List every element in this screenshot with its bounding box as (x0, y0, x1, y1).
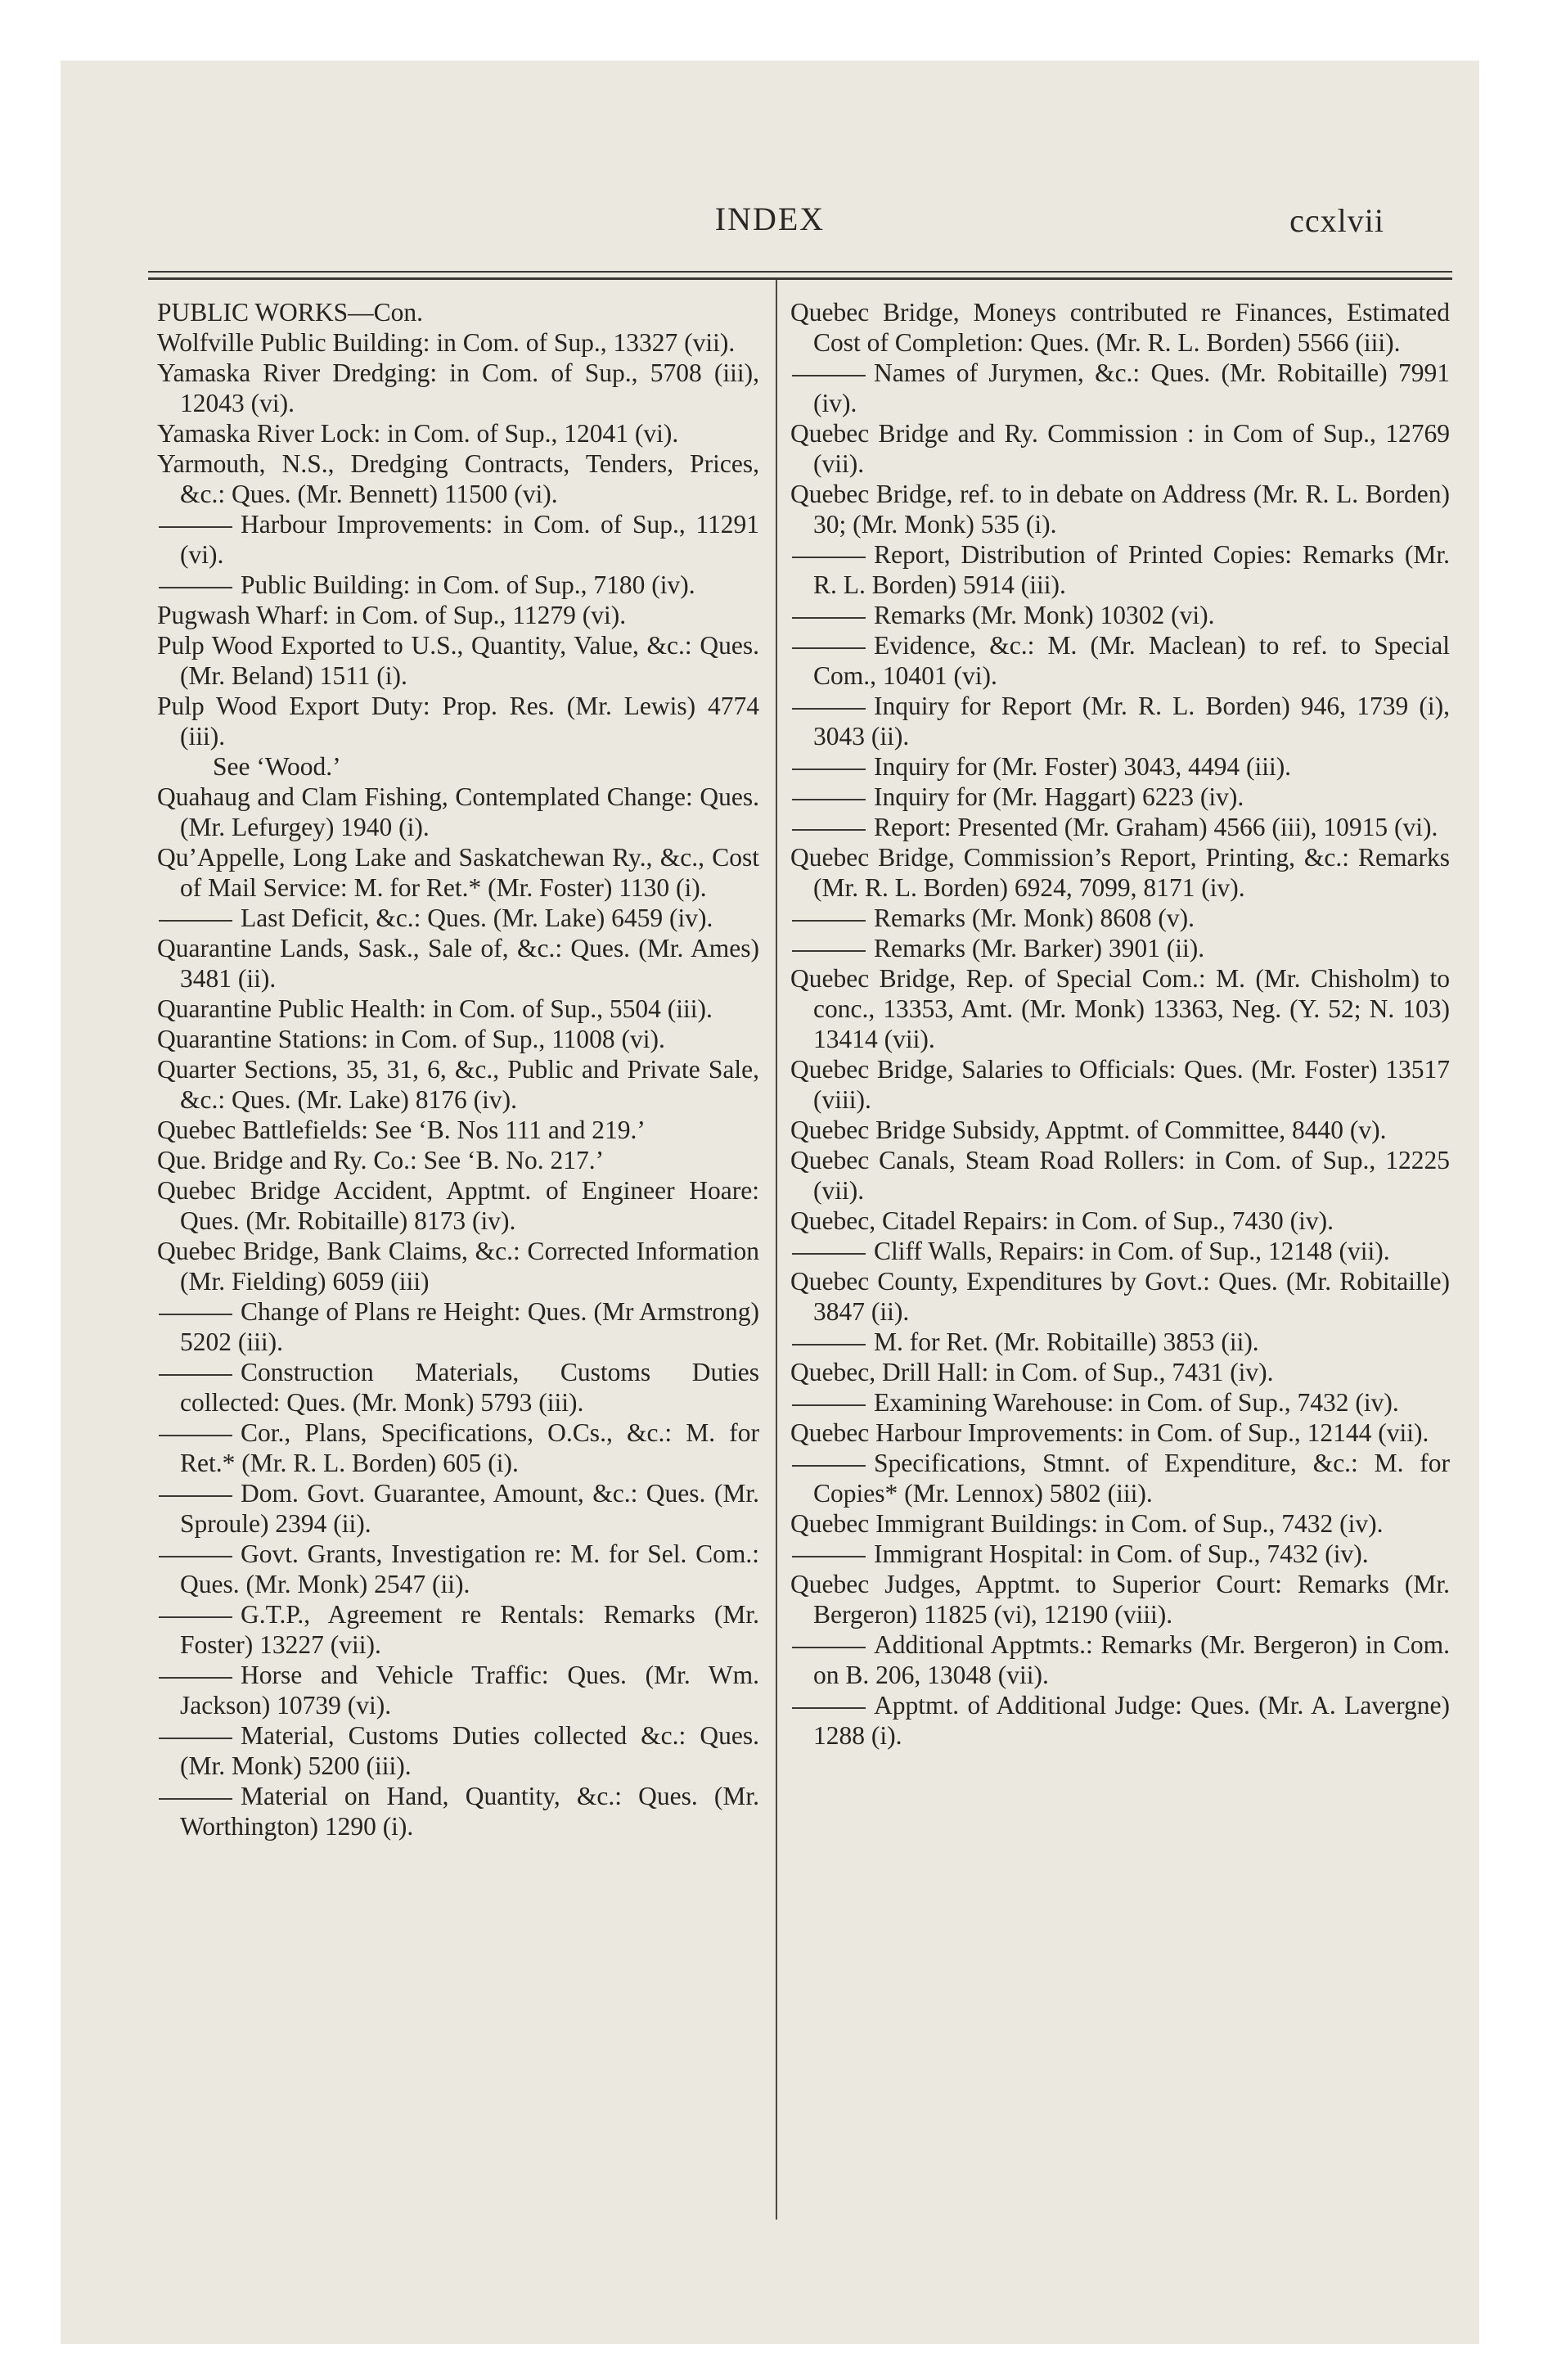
index-entry (157, 630, 759, 691)
ditto-dash (792, 1556, 866, 1557)
index-entry (157, 1236, 759, 1296)
index-entry (157, 691, 759, 751)
entry-text: PUBLIC WORKS—Con. (157, 298, 423, 327)
header-rule-thin (148, 271, 1452, 273)
entry-text: Pulp Wood Export Duty: Prop. Res. (Mr. Lewis) 4774 (iii). (157, 692, 759, 751)
entry-text: Specifications, Stmnt. of Expenditure, &c.: M. for Copies* (Mr. Lennox) 5802 (iii). (813, 1449, 1450, 1508)
entry-text: Quebec Immigrant Buildings: in Com. of Sup., 7432 (iv). (790, 1509, 1384, 1538)
entry-text: Quebec Bridge and Ry. Commission : in Com of Sup., 12769 (vii). (790, 419, 1450, 478)
ditto-dash (792, 617, 866, 619)
index-entry (157, 1115, 759, 1145)
entry-text: Quarantine Public Health: in Com. of Sup., 5504 (iii). (157, 994, 713, 1023)
index-subentry (790, 1448, 1450, 1508)
entry-text: Quebec, Drill Hall: in Com. of Sup., 7431 (iv). (790, 1358, 1274, 1386)
ditto-dash (792, 1344, 866, 1346)
entry-text: Yamaska River Lock: in Com. of Sup., 12041 (vi). (157, 419, 679, 448)
index-entry (157, 933, 759, 994)
entry-text: Cliff Walls, Repairs: in Com. of Sup., 12148 (vii). (874, 1237, 1390, 1265)
index-entry (790, 297, 1450, 358)
index-subentry (157, 509, 759, 570)
index-subentry (790, 358, 1450, 418)
index-entry (157, 449, 759, 509)
ditto-dash (159, 587, 232, 588)
entry-text: Quebec Bridge, Bank Claims, &c.: Corrected Information (Mr. Fielding) 6059 (iii) (157, 1237, 759, 1296)
entry-text: Yamaska River Dredging: in Com. of Sup., 5708 (iii), 12043 (vi). (157, 358, 759, 417)
entry-text: Qu’Appelle, Long Lake and Saskatchewan Ry., &c., Cost of Mail Service: M. for Ret.* (Mr. Foster) 1130 (i). (157, 843, 759, 902)
ditto-dash (159, 1435, 232, 1436)
entry-text: Evidence, &c.: M. (Mr. Maclean) to ref. to Special Com., 10401 (vi). (813, 631, 1450, 690)
left-column (157, 297, 759, 1841)
index-subentry (157, 1357, 759, 1418)
entry-text: Quebec Battlefields: See ‘B. Nos 111 and 219.’ (157, 1116, 646, 1144)
index-subentry (790, 751, 1450, 782)
entry-text: See ‘Wood.’ (213, 752, 341, 781)
right-column (790, 297, 1450, 1751)
entry-text: Construction Materials, Customs Duties collected: Ques. (Mr. Monk) 5793 (iii). (180, 1358, 759, 1417)
index-entry (157, 1175, 759, 1236)
entry-text: Horse and Vehicle Traffic: Ques. (Mr. Wm. Jackson) 10739 (vi). (180, 1661, 759, 1720)
entry-text: Quebec Harbour Improvements: in Com. of Sup., 12144 (vii). (790, 1418, 1429, 1447)
entry-text: Dom. Govt. Guarantee, Amount, &c.: Ques. (Mr. Sproule) 2394 (ii). (180, 1479, 759, 1538)
index-entry (790, 1145, 1450, 1206)
index-entry (157, 782, 759, 842)
ditto-dash (792, 829, 866, 831)
entry-text: Quebec Bridge Subsidy, Apptmt. of Committee, 8440 (v). (790, 1116, 1387, 1144)
entry-text: Additional Apptmts.: Remarks (Mr. Bergeron) in Com. on B. 206, 13048 (vii). (813, 1630, 1450, 1689)
ditto-dash (792, 375, 866, 376)
index-subentry (790, 933, 1450, 963)
index-subentry (157, 1660, 759, 1720)
index-entry (157, 358, 759, 418)
entry-text: Pugwash Wharf: in Com. of Sup., 11279 (vi). (157, 601, 627, 629)
entry-text: Remarks (Mr. Monk) 10302 (vi). (874, 601, 1215, 629)
index-entry (157, 418, 759, 449)
entry-text: Quarter Sections, 35, 31, 6, &c., Public and Private Sale, &c.: Ques. (Mr. Lake) 8176 (iv). (157, 1055, 759, 1114)
index-entry (790, 1357, 1450, 1387)
entry-text: Quebec Bridge, Commission’s Report, Printing, &c.: Remarks (Mr. R. L. Borden) 6924, 7099, 8171 (iv). (790, 843, 1450, 902)
ditto-dash (792, 769, 866, 770)
index-entry (790, 1508, 1450, 1539)
index-subentry (157, 1599, 759, 1660)
entry-text: Report: Presented (Mr. Graham) 4566 (iii), 10915 (vi). (874, 813, 1438, 841)
entry-text: G.T.P., Agreement re Rentals: Remarks (Mr. Foster) 13227 (vii). (180, 1600, 759, 1659)
ditto-dash (792, 1647, 866, 1648)
entry-text: Inquiry for (Mr. Haggart) 6223 (iv). (874, 782, 1244, 811)
index-subentry (157, 1418, 759, 1478)
index-subentry (790, 812, 1450, 842)
index-entry (790, 1206, 1450, 1236)
entry-text: Quarantine Stations: in Com. of Sup., 11008 (vi). (157, 1025, 665, 1053)
index-entry (790, 1054, 1450, 1115)
index-entry (157, 842, 759, 903)
entry-text: Material, Customs Duties collected &c.: Ques. (Mr. Monk) 5200 (iii). (180, 1721, 759, 1780)
entry-text: Last Deficit, &c.: Ques. (Mr. Lake) 6459 (iv). (241, 904, 713, 932)
index-entry (790, 1418, 1450, 1448)
index-entry (790, 1115, 1450, 1145)
ditto-dash (792, 647, 866, 649)
index-entry (790, 418, 1450, 479)
index-entry (790, 1266, 1450, 1327)
index-subentry (157, 1478, 759, 1539)
entry-text: Apptmt. of Additional Judge: Ques. (Mr. A. Lavergne) 1288 (i). (813, 1691, 1450, 1750)
index-subentry (790, 1236, 1450, 1266)
index-entry (157, 1024, 759, 1054)
ditto-dash (159, 1616, 232, 1618)
index-subentry (790, 903, 1450, 933)
entry-text: Quebec Bridge, Salaries to Officials: Ques. (Mr. Foster) 13517 (viii). (790, 1055, 1450, 1114)
ditto-dash (159, 1798, 232, 1800)
entry-text: Govt. Grants, Investigation re: M. for Sel. Com.: Ques. (Mr. Monk) 2547 (ii). (180, 1539, 759, 1598)
ditto-dash (159, 1677, 232, 1679)
index-entry (790, 479, 1450, 539)
entry-text: Examining Warehouse: in Com. of Sup., 7432 (iv). (874, 1388, 1399, 1417)
ditto-dash (159, 1374, 232, 1376)
entry-text: Cor., Plans, Specifications, O.Cs., &c.: M. for Ret.* (Mr. R. L. Borden) 605 (i). (180, 1418, 759, 1477)
entry-text: Quebec Judges, Apptmt. to Superior Court: Remarks (Mr. Bergeron) 11825 (vi), 12190 (viii). (790, 1570, 1450, 1629)
see-reference (157, 751, 759, 782)
entry-text: Report, Distribution of Printed Copies: Remarks (Mr. R. L. Borden) 5914 (iii). (813, 540, 1450, 599)
page-folio: ccxlvii (1289, 202, 1384, 239)
ditto-dash (792, 1404, 866, 1406)
entry-text: Remarks (Mr. Barker) 3901 (ii). (874, 934, 1205, 962)
entry-text: Quebec County, Expenditures by Govt.: Ques. (Mr. Robitaille) 3847 (ii). (790, 1267, 1450, 1326)
column-divider (776, 280, 777, 2220)
entry-text: Wolfville Public Building: in Com. of Sup., 13327 (vii). (157, 328, 736, 357)
entry-text: Inquiry for Report (Mr. R. L. Borden) 946, 1739 (i), 3043 (ii). (813, 692, 1450, 751)
entry-text: Public Building: in Com. of Sup., 7180 (iv). (241, 570, 695, 599)
index-subentry (790, 1629, 1450, 1690)
index-subentry (157, 1781, 759, 1841)
ditto-dash (792, 920, 866, 922)
index-entry (790, 1569, 1450, 1629)
page-title: INDEX (714, 201, 826, 237)
entry-text: Que. Bridge and Ry. Co.: See ‘B. No. 217.’ (157, 1146, 605, 1174)
entry-text: M. for Ret. (Mr. Robitaille) 3853 (ii). (874, 1327, 1259, 1356)
index-subentry (157, 1539, 759, 1599)
index-subentry (790, 782, 1450, 812)
entry-text: Quebec, Citadel Repairs: in Com. of Sup., 7430 (iv). (790, 1206, 1334, 1235)
ditto-dash (159, 1495, 232, 1497)
header-rule-thick (148, 277, 1452, 280)
index-subentry (790, 1539, 1450, 1569)
ditto-dash (159, 1556, 232, 1557)
entry-text: Quebec Bridge, ref. to in debate on Address (Mr. R. L. Borden) 30; (Mr. Monk) 535 (i). (790, 480, 1450, 539)
ditto-dash (159, 1314, 232, 1315)
index-entry (157, 1145, 759, 1175)
ditto-dash (792, 1707, 866, 1709)
index-page (61, 61, 1479, 2344)
section-heading (157, 297, 759, 327)
index-subentry (157, 1720, 759, 1781)
entry-text: Quebec Bridge Accident, Apptmt. of Engineer Hoare: Ques. (Mr. Robitaille) 8173 (iv). (157, 1176, 759, 1235)
entry-text: Immigrant Hospital: in Com. of Sup., 7432 (iv). (874, 1539, 1369, 1568)
index-subentry (790, 691, 1450, 751)
index-entry (157, 327, 759, 358)
ditto-dash (792, 708, 866, 710)
index-entry (157, 600, 759, 630)
ditto-dash (792, 950, 866, 952)
entry-text: Quebec Bridge, Moneys contributed re Finances, Estimated Cost of Completion: Ques. (Mr. R. L. Borden) 5566 (iii). (790, 298, 1450, 357)
entry-text: Names of Jurymen, &c.: Ques. (Mr. Robitaille) 7991 (iv). (813, 358, 1450, 417)
ditto-dash (792, 1253, 866, 1255)
index-subentry (157, 903, 759, 933)
entry-text: Inquiry for (Mr. Foster) 3043, 4494 (iii). (874, 752, 1292, 781)
entry-text: Quebec Canals, Steam Road Rollers: in Com. of Sup., 12225 (vii). (790, 1146, 1450, 1205)
index-subentry (790, 1690, 1450, 1751)
ditto-dash (792, 1465, 866, 1467)
index-subentry (790, 600, 1450, 630)
entry-text: Remarks (Mr. Monk) 8608 (v). (874, 904, 1195, 932)
index-subentry (157, 570, 759, 600)
entry-text: Quebec Bridge, Rep. of Special Com.: M. (Mr. Chisholm) to conc., 13353, Amt. (Mr. Monk) 13363, Neg. (Y. 52; N. 103) 13414 (vii). (790, 964, 1450, 1053)
entry-text: Harbour Improvements: in Com. of Sup., 11291 (vi). (180, 510, 759, 569)
ditto-dash (159, 526, 232, 528)
entry-text: Change of Plans re Height: Ques. (Mr Armstrong) 5202 (iii). (180, 1297, 759, 1356)
ditto-dash (159, 920, 232, 922)
index-subentry (790, 539, 1450, 600)
entry-text: Quahaug and Clam Fishing, Contemplated Change: Ques. (Mr. Lefurgey) 1940 (i). (157, 782, 759, 841)
page-header (61, 200, 1479, 249)
index-subentry (790, 1327, 1450, 1357)
entry-text: Pulp Wood Exported to U.S., Quantity, Value, &c.: Ques. (Mr. Beland) 1511 (i). (157, 631, 759, 690)
entry-text: Material on Hand, Quantity, &c.: Ques. (Mr. Worthington) 1290 (i). (180, 1782, 759, 1841)
ditto-dash (159, 1738, 232, 1739)
entry-text: Quarantine Lands, Sask., Sale of, &c.: Ques. (Mr. Ames) 3481 (ii). (157, 934, 759, 993)
index-entry (790, 963, 1450, 1054)
ditto-dash (792, 799, 866, 800)
index-subentry (790, 630, 1450, 691)
entry-text: Yarmouth, N.S., Dredging Contracts, Tenders, Prices, &c.: Ques. (Mr. Bennett) 11500 (vi). (157, 449, 759, 508)
index-subentry (157, 1296, 759, 1357)
index-entry (790, 842, 1450, 903)
index-entry (157, 994, 759, 1024)
ditto-dash (792, 557, 866, 558)
index-subentry (790, 1387, 1450, 1418)
index-entry (157, 1054, 759, 1115)
